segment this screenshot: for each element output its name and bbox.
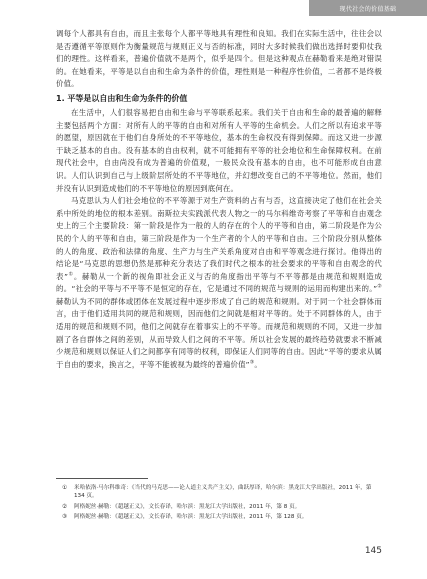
footnote-text: 阿格妮丝·赫勒：《超越正义》，文长春译，哈尔滨：黑龙江大学出版社，2011 年，第 128 页。: [74, 514, 308, 521]
footnote-1: [56, 484, 382, 501]
paragraph-3-part-b: 。赫勒从一个新的视角即社会正义与否的角度指出平等与不平等都是由规范和规则造成的。“社会的平等与不平等不是恒定的存在，它是通过不同的规范与规则的运用而构建出来的。”: [56, 271, 383, 294]
running-header-tab: [309, 0, 427, 16]
footnote-mark: ①: [62, 485, 68, 491]
footnotes: [56, 478, 382, 524]
paragraph-continued: 调每个人都具有自由，而且主张每个人都平等地具有理性和良知。我们在实际生活中，往往会以是否遵循平等原则作为衡量规范与规则正义与否的标准，同时大多时候我们做出选择时要仰仗我们的理性。这样看来，普遍价值就不是两个，似乎是四个。但是这种观点在赫勒看来是绝对错误的。在她看来，平等是以自由和生命为条件的价值，理性则是一种程序性价值，二者都不是终极价值。: [56, 29, 382, 89]
paragraph-3: 马克思认为人们社会地位的不平等源于对生产资料的占有与否，这直接决定了他们在社会关系中所处的地位的根本差别。南斯拉夫实践派代表人物之一的马尔科维奇考察了平等和自由观念史上的三个主要阶段：第一阶段是作为一般的人的存在的个人的平等和自由，第二阶段是作为公民的个人的平等和自由，第三阶段是作为一个生产者的个人的平等和自由。三个阶段分别从整体的人的角度、政治和法律的角度、生产力与生产关系角度对自由和平等观念进行探讨。他得出的结论是“马克思的思想仍然是那种充分表达了我们时代之根本的社会要求的平等和自由观念的代表”①。赫勒从一个新的视角即社会正义与否的角度指出平等与不平等都是由规范和规则造成的。“社会的平等与不平等不是恒定的存在，它是通过不同的规范与规则的运用而构建出来的。”②赫勒认为不同的群体或团体在发展过程中逐步形成了自己的规范和规则。对于同一个社会群体而言，由于他们适用共同的规范和规则，因而他们之间就是相对平等的。处于不同群体的人，由于适用的规范和规则不同，他们之间就存在着事实上的不平等。而规范和规则的不同，又进一步加剧了各自群体之间的差别，从而导致人们之间的不平等。所以社会发展的最终趋势就要求不断减少规范和规则以保证人们之间都享有同等的权利，即保证人们同等的自由。因此“平等的要求从属于自由的要求，换言之，平等不能被视为最终的普遍价值”③。: [56, 196, 383, 369]
footnote-2: [56, 503, 382, 511]
footnote-mark: ③: [62, 514, 68, 521]
page-body: [56, 28, 382, 371]
footnote-ref-3[interactable]: ③: [249, 359, 255, 366]
footnote-ref-2[interactable]: ②: [377, 283, 382, 290]
footnote-3: [56, 513, 382, 521]
footnote-mark: ②: [62, 503, 68, 510]
running-title: 现代社会的价值基础: [339, 5, 397, 13]
footnote-text: 米哈依洛·马尔科维奇：《当代的马克思——论人道主义共产主义》，曲跃厚译，哈尔滨：黑龙江大学出版社，2011 年，第 134 页。: [74, 485, 372, 500]
footnote-ref-1[interactable]: ①: [68, 271, 74, 278]
page-number: 145: [364, 546, 382, 556]
footnote-rule: [56, 478, 148, 479]
paragraph-3-part-c: 赫勒认为不同的群体或团体在发展过程中逐步形成了自己的规范和规则。对于同一个社会群体而言，由于他们适用共同的规范和规则，因而他们之间就是相对平等的。处于不同群体的人，由于适用的规范和规则不同，他们之间就存在着事实上的不平等。而规范和规则的不同，又进一步加剧了各自群体之间的差别，从而导致人们之间的不平等。所以社会发展的最终趋势就要求不断减少规范和规则以保证人们之间都享有同等的权利，即保证人们同等的自由。因此“平等的要求从属于自由的要求，换言之，平等不能被视为最终的普遍价值”: [56, 296, 382, 369]
paragraph-2: 在生活中，人们很容易把自由和生命与平等联系起来。我们关于自由和生命的最普遍的解释主要包括两个方面：对所有人的平等的自由和对所有人平等的生命机会。人们之所以有追求平等的愿望，原因就在于他们自身所处的不平等地位，基本的生命权没有得到保障。而这又进一步源于缺乏基本的自由。没有基本的自由权利，就不可能拥有平等的社会地位和生命保障权利。在前现代社会中，自由尚没有成为普遍的价值观，一般民众没有基本的自由，也不可能形成自由意识。人们认识到自己与上级阶层所处的不平等地位，并幻想改变自己的不平等地位。然而，他们并没有认识到造成他们的不平等地位的原因到底何在。: [56, 107, 382, 193]
footnote-text: 阿格妮丝·赫勒：《超越正义》，文长春译，哈尔滨：黑龙江大学出版社，2011 年，第 8 页。: [74, 503, 301, 510]
section-heading: 1. 平等是以自由和生命为条件的价值: [56, 93, 188, 103]
paragraph-3-part-a: 马克思认为人们社会地位的不平等源于对生产资料的占有与否，这直接决定了他们在社会关系中所处的地位的根本差别。南斯拉夫实践派代表人物之一的马尔科维奇考察了平等和自由观念史上的三个主要阶段：第一阶段是作为一般的人的存在的个人的平等和自由，第二阶段是作为公民的个人的平等和自由，第三阶段是作为一个生产者的个人的平等和自由。三个阶段分别从整体的人的角度、政治和法律的角度、生产力与生产关系角度对自由和平等观念进行探讨。他得出的结论是“马克思的思想仍然是那种充分表达了我们时代之根本的社会要求的平等和自由观念的代表”: [56, 196, 382, 281]
